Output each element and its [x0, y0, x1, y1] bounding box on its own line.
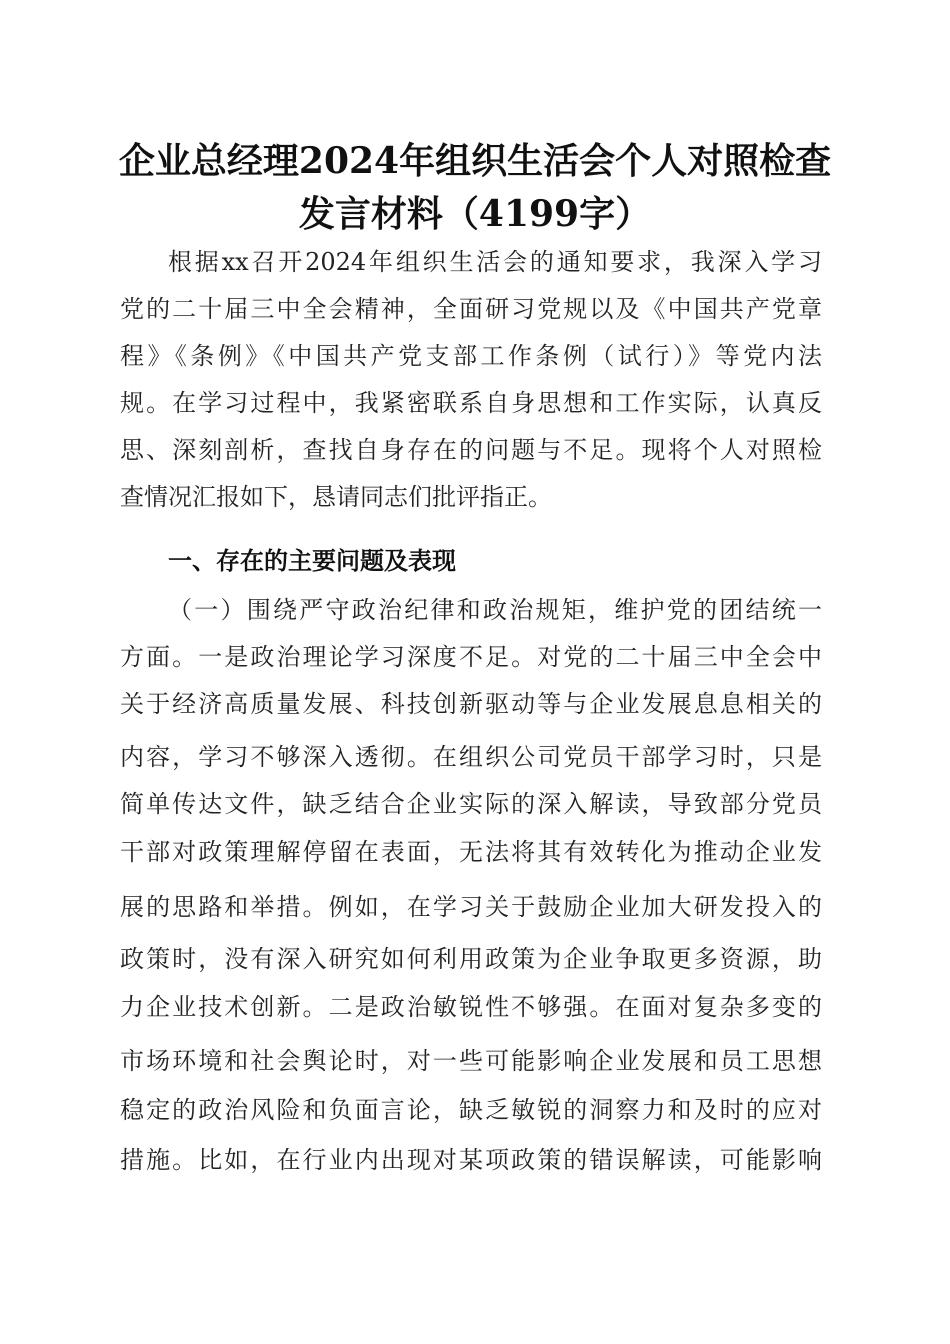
intro-line: 程》《条例》《中国共产党支部工作条例（试行）》等党内法: [120, 342, 822, 370]
document-title-line-2: 发言材料（4199字）: [298, 193, 652, 235]
body-line: 措施。比如，在行业内出现对某项政策的错误解读，可能影响: [120, 1146, 822, 1174]
intro-line: 根据xx召开2024年组织生活会的通知要求，我深入学习: [168, 248, 822, 276]
body-line: 干部对政策理解停留在表面，无法将其有效转化为推动企业发: [120, 838, 822, 866]
intro-line: 查情况汇报如下，恳请同志们批评指正。: [120, 483, 552, 511]
body-line: 关于经济高质量发展、科技创新驱动等与企业发展息息相关的: [120, 690, 822, 718]
body-line: 稳定的政治风险和负面言论，缺乏敏锐的洞察力和及时的应对: [120, 1096, 822, 1124]
body-line: 展的思路和举措。例如，在学习关于鼓励企业加大研发投入的: [120, 893, 822, 921]
body-line: 力企业技术创新。二是政治敏锐性不够强。在面对复杂多变的: [120, 993, 822, 1021]
body-line: （一）围绕严守政治纪律和政治规矩，维护党的团结统一: [168, 596, 822, 624]
body-line: 市场环境和社会舆论时，对一些可能影响企业发展和员工思想: [120, 1047, 822, 1075]
document-title-line-1: 企业总经理2024年组织生活会个人对照检查: [118, 140, 832, 182]
intro-line: 规。在学习过程中，我紧密联系自身思想和工作实际，认真反: [120, 389, 822, 417]
body-line: 内容，学习不够深入透彻。在组织公司党员干部学习时，只是: [120, 743, 822, 771]
body-line: 政策时，没有深入研究如何利用政策为企业争取更多资源，助: [120, 945, 822, 973]
intro-line: 思、深刻剖析，查找自身存在的问题与不足。现将个人对照检: [120, 436, 822, 464]
body-line: 简单传达文件，缺乏结合企业实际的深入解读，导致部分党员: [120, 790, 822, 818]
body-line: 方面。一是政治理论学习深度不足。对党的二十届三中全会中: [120, 643, 822, 671]
section-heading: 一、存在的主要问题及表现: [168, 547, 456, 575]
intro-line: 党的二十届三中全会精神，全面研习党规以及《中国共产党章: [120, 295, 822, 323]
